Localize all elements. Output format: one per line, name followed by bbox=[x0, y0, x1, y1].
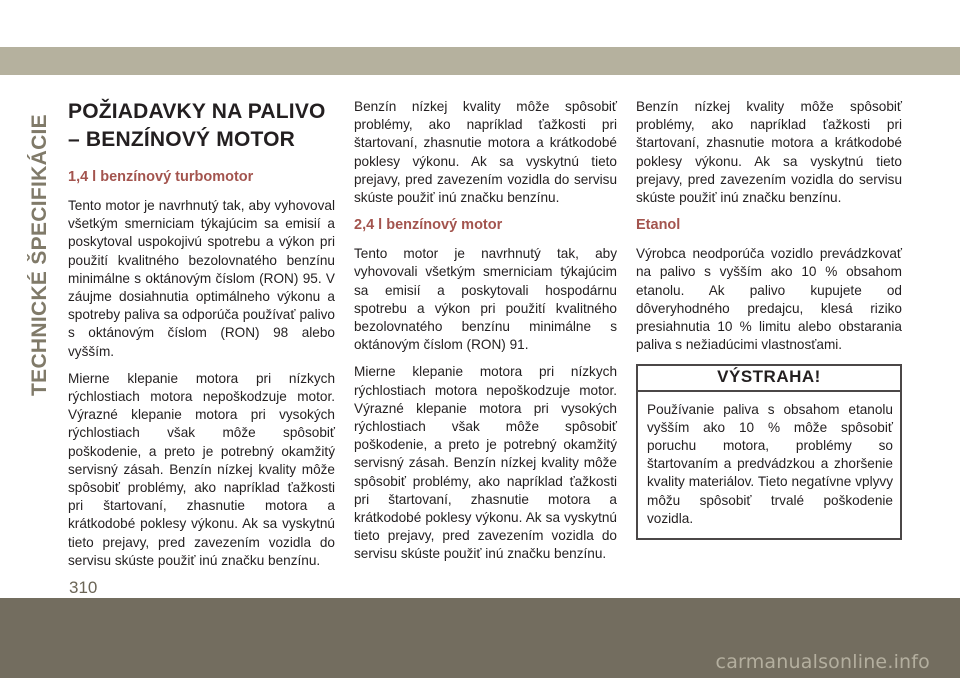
watermark: carmanualsonline.info bbox=[715, 651, 930, 673]
column-3 bbox=[636, 98, 902, 540]
subheading-1-4l-turbo: 1,4 l benzínový turbomotor bbox=[68, 169, 254, 185]
paragraph-etanol: Výrobca neodporúča vozidlo prevádzkovať na palivo s vyšším ako 10 % obsahom etanolu. Ak palivo kupujete od dôveryhodného predajcu, klesá riziko presiahnutia 10 % limitu alebo obstarania paliva s nežiadúcimi vlastnosťami. bbox=[636, 246, 902, 353]
top-decorative-bar bbox=[0, 47, 960, 75]
warning-box bbox=[636, 364, 902, 540]
paragraph-2-4l-knock: Mierne klepanie motora pri nízkych rýchlostiach motora nepoškodzuje motor. Výrazné klepanie motora pri vysokých rýchlostiach však môže spôsobiť poškodenie, a preto je potrebný okamžitý servisný zásah. Benzín nízkej kvality môže spôsobiť problémy, ako napríklad ťažkosti pri štartovaní, zhasnutie motora a krátkodobé poklesy výkonu. Ak sa vyskytnú tieto prejavy, pred zavezením vozidla do servisu skúste použiť inú značku benzínu. bbox=[354, 364, 617, 562]
warning-text: Používanie paliva s obsahom etanolu vyšším ako 10 % môže spôsobiť poruchu motora, problémy so štartovaním a predvádzkou a zhoršenie kvality materiálov. Tieto negatívne vplyvy môžu spôsobiť trvalé poškodenie vozidla. bbox=[647, 401, 893, 526]
page-number: 310 bbox=[69, 578, 98, 597]
paragraph-quality-continuation: Benzín nízkej kvality môže spôsobiť problémy, ako napríklad ťažkosti pri štartovaní, zhasnutie motora a krátkodobé poklesy výkonu. Ak sa vyskytnú tieto prejavy, pred zavezením vozidla do servisu skúste použiť inú značku benzínu. bbox=[354, 99, 617, 206]
page-heading: POŽIADAVKY NA PALIVO – BENZÍNOVÝ MOTOR bbox=[68, 100, 326, 151]
warning-title: VÝSTRAHA! bbox=[638, 366, 900, 391]
section-side-title-text: TECHNICKÉ ŠPECIFIKÁCIE bbox=[28, 114, 51, 396]
paragraph-quality-repeat: Benzín nízkej kvality môže spôsobiť problémy, ako napríklad ťažkosti pri štartovaní, zhasnutie motora a krátkodobé poklesy výkonu. Ak sa vyskytnú tieto prejavy, pred zavezením vozidla do servisu skúste použiť inú značku benzínu. bbox=[636, 99, 902, 206]
column-1 bbox=[68, 98, 335, 579]
column-2 bbox=[354, 98, 617, 573]
paragraph-2-4l-intro: Tento motor je navrhnutý tak, aby vyhovovali všetkým smerniciam týkajúcim sa emisií a poskytovali hospodárnu spotrebu a výkon pri použití kvalitného bezolovnatého benzínu minimálne s oktánovým číslom (RON) 91. bbox=[354, 246, 617, 353]
subheading-2-4l: 2,4 l benzínový motor bbox=[354, 217, 503, 234]
subheading-etanol: Etanol bbox=[636, 217, 681, 234]
section-side-title bbox=[24, 105, 56, 405]
paragraph-1-4l-intro: Tento motor je navrhnutý tak, aby vyhovoval všetkým smerniciam týkajúcim sa emisií a poskytoval uspokojivú spotrebu a výkon pri použití kvalitného bezolovnatého benzínu minimálne s oktánovým číslom (RON) 95. V záujme dosiahnutia optimálneho výkonu a spotreby paliva sa odporúča používať palivo s oktánovým číslom (RON) 98 alebo vyšším. bbox=[68, 198, 335, 359]
paragraph-1-4l-knock: Mierne klepanie motora pri nízkych rýchlostiach motora nepoškodzuje motor. Výrazné klepanie motora pri vysokých rýchlostiach však môže spôsobiť poškodenie, a preto je potrebný okamžitý servisný zásah. Benzín nízkej kvality môže spôsobiť problémy, ako napríklad ťažkosti pri štartovaní, zhasnutie motora a krátkodobé poklesy výkonu. Ak sa vyskytnú tieto prejavy, pred zavezením vozidla do servisu skúste použiť inú značku benzínu. bbox=[68, 370, 335, 568]
